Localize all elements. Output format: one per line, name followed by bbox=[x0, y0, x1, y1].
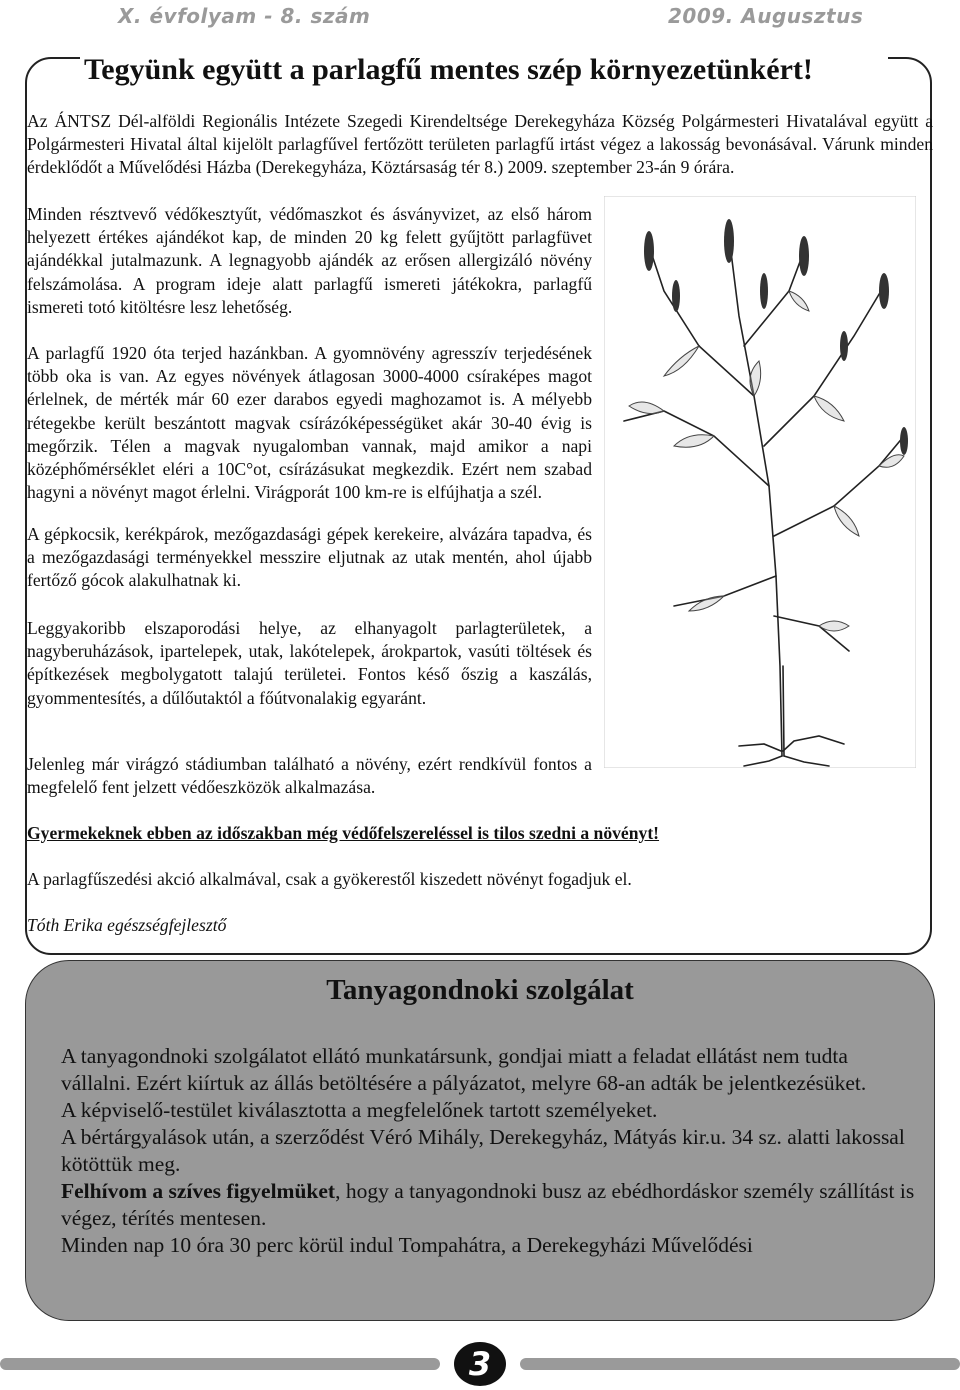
notice-line-4 bbox=[61, 1178, 921, 1232]
article-paragraph-3: A gépkocsik, kerékpárok, mezőgazdasági gépek kerekeire, alvázára tapadva, és a mezőgazdasági terményekkel messzire eljutnak az utak mentén, ahol újabb fertőző gócok alakulhatnak ki. bbox=[27, 524, 592, 591]
article-paragraph-6: A parlagfűszedési akció alkalmával, csak a gyökerestől kiszedett növényt fogadjuk el. bbox=[27, 869, 632, 889]
article-title: Tegyünk együtt a parlagfű mentes szép környezetünkért! bbox=[80, 53, 888, 87]
page-number: 3 bbox=[454, 1342, 506, 1386]
article-intro: Az ÁNTSZ Dél-alföldi Regionális Intézete Szegedi Kirendeltsége Derekegyháza Község Polgármesteri Hivatalával együtt a Polgármesteri Hivatal által kijelölt parlagfűvel fertőzött területen parlagfű irtást végez a lakosság bevonásával. Várunk minden érdeklődőt a Művelődési Házba (Derekegyháza, Köztársaság tér 8.) 2009. szeptember 23-án 9 órára. bbox=[27, 111, 933, 178]
notice-title: Tanyagondnoki szolgálat bbox=[326, 974, 634, 1006]
article-paragraph-4: Leggyakoribb elszaporodási helye, az elhanyagolt parlagterületek, a nagyberuházások, ipartelepek, utak, lakótelepek, árokpartok, vasúti töltések és építkezések megbolygatott talajú területei. Fontos késő őszig a kaszálás, gyommentesítés, a dűlőutaktól a főútvonalakig egyaránt. bbox=[27, 618, 592, 708]
warning-text: Gyermekeknek ebben az időszakban még védőfelszereléssel is tilos szedni a növényt! bbox=[27, 823, 660, 843]
article-author: Tóth Erika egészségfejlesztő bbox=[27, 915, 227, 935]
notice-line-1: A tanyagondnoki szolgálatot ellátó munkatársunk, gondjai miatt a feladat ellátást nem tudta vállalni. Ezért kiírtuk az állás betöltésére a pályázatot, melyre 68-an adták be jelentkezésüket. bbox=[61, 1044, 867, 1095]
notice-line-5: Minden nap 10 óra 30 perc körül indul Tompahátra, a Derekegyházi Művelődési bbox=[61, 1233, 753, 1257]
notice-line-3: A bértárgyalások után, a szerződést Véró Mihály, Derekegyház, Mátyás kir.u. 34 sz. alatti lakossal kötöttük meg. bbox=[61, 1125, 905, 1176]
notice-body bbox=[61, 1043, 921, 1259]
issue-label: X. évfolyam - 8. szám bbox=[118, 4, 371, 28]
notice-line-2: A képviselő-testület kiválasztotta a megfelelőnek tartott személyeket. bbox=[61, 1098, 658, 1122]
article-paragraph-1: Minden résztvevő védőkesztyűt, védőmaszkot és ásványvizet, az első három helyezett értékes ajándékot kap, de minden 20 kg felett gyűjtött parlagfüvet ajándékkal jutalmazunk. A legnagyobb ajándék az erősen allergizáló növény felszámolása. A program ideje alatt parlagfű ismereti játékokra, parlagfű ismereti totó kitöltésre lesz lehetőség. bbox=[27, 204, 592, 317]
article-paragraph-2: A parlagfű 1920 óta terjed hazánkban. A gyomnövény agresszív terjedésének több oka is van. Az egyes növények átlagosan 3000-4000 csíraképes magot érlelnek, de mérték már 60 ezer darabos egyedi maghozamot is. A mélyebb rétegekbe került beszántott magvak csírázóképességüket akár 30-40 évig is megőrzik. Télen a magvak nyugalomban vannak, majd amikor a napi középhőmérséklet eléri a 10C°ot, csírázásukat megkezdik. Ezért nem szabad hagyni a növényt magot érlelni. Virágporát 100 km-re is elfújhatja a szél. bbox=[27, 343, 592, 503]
article-paragraph-5: Jelenleg már virágzó stádiumban található a növény, ezért rendkívül fontos a megfelelő fent jelzett védőeszközök alkalmazása. bbox=[27, 754, 592, 798]
ragweed-illustration bbox=[604, 196, 916, 768]
notice-line-4-rest: , hogy a tanyagondnoki busz az ebédhordáskor személy szállítást is végez, térítés mentesen. bbox=[61, 1179, 915, 1230]
notice-emphasis: Felhívom a szíves figyelmüket bbox=[61, 1179, 336, 1203]
page-header bbox=[0, 0, 960, 40]
date-label: 2009. Augusztus bbox=[668, 4, 864, 28]
